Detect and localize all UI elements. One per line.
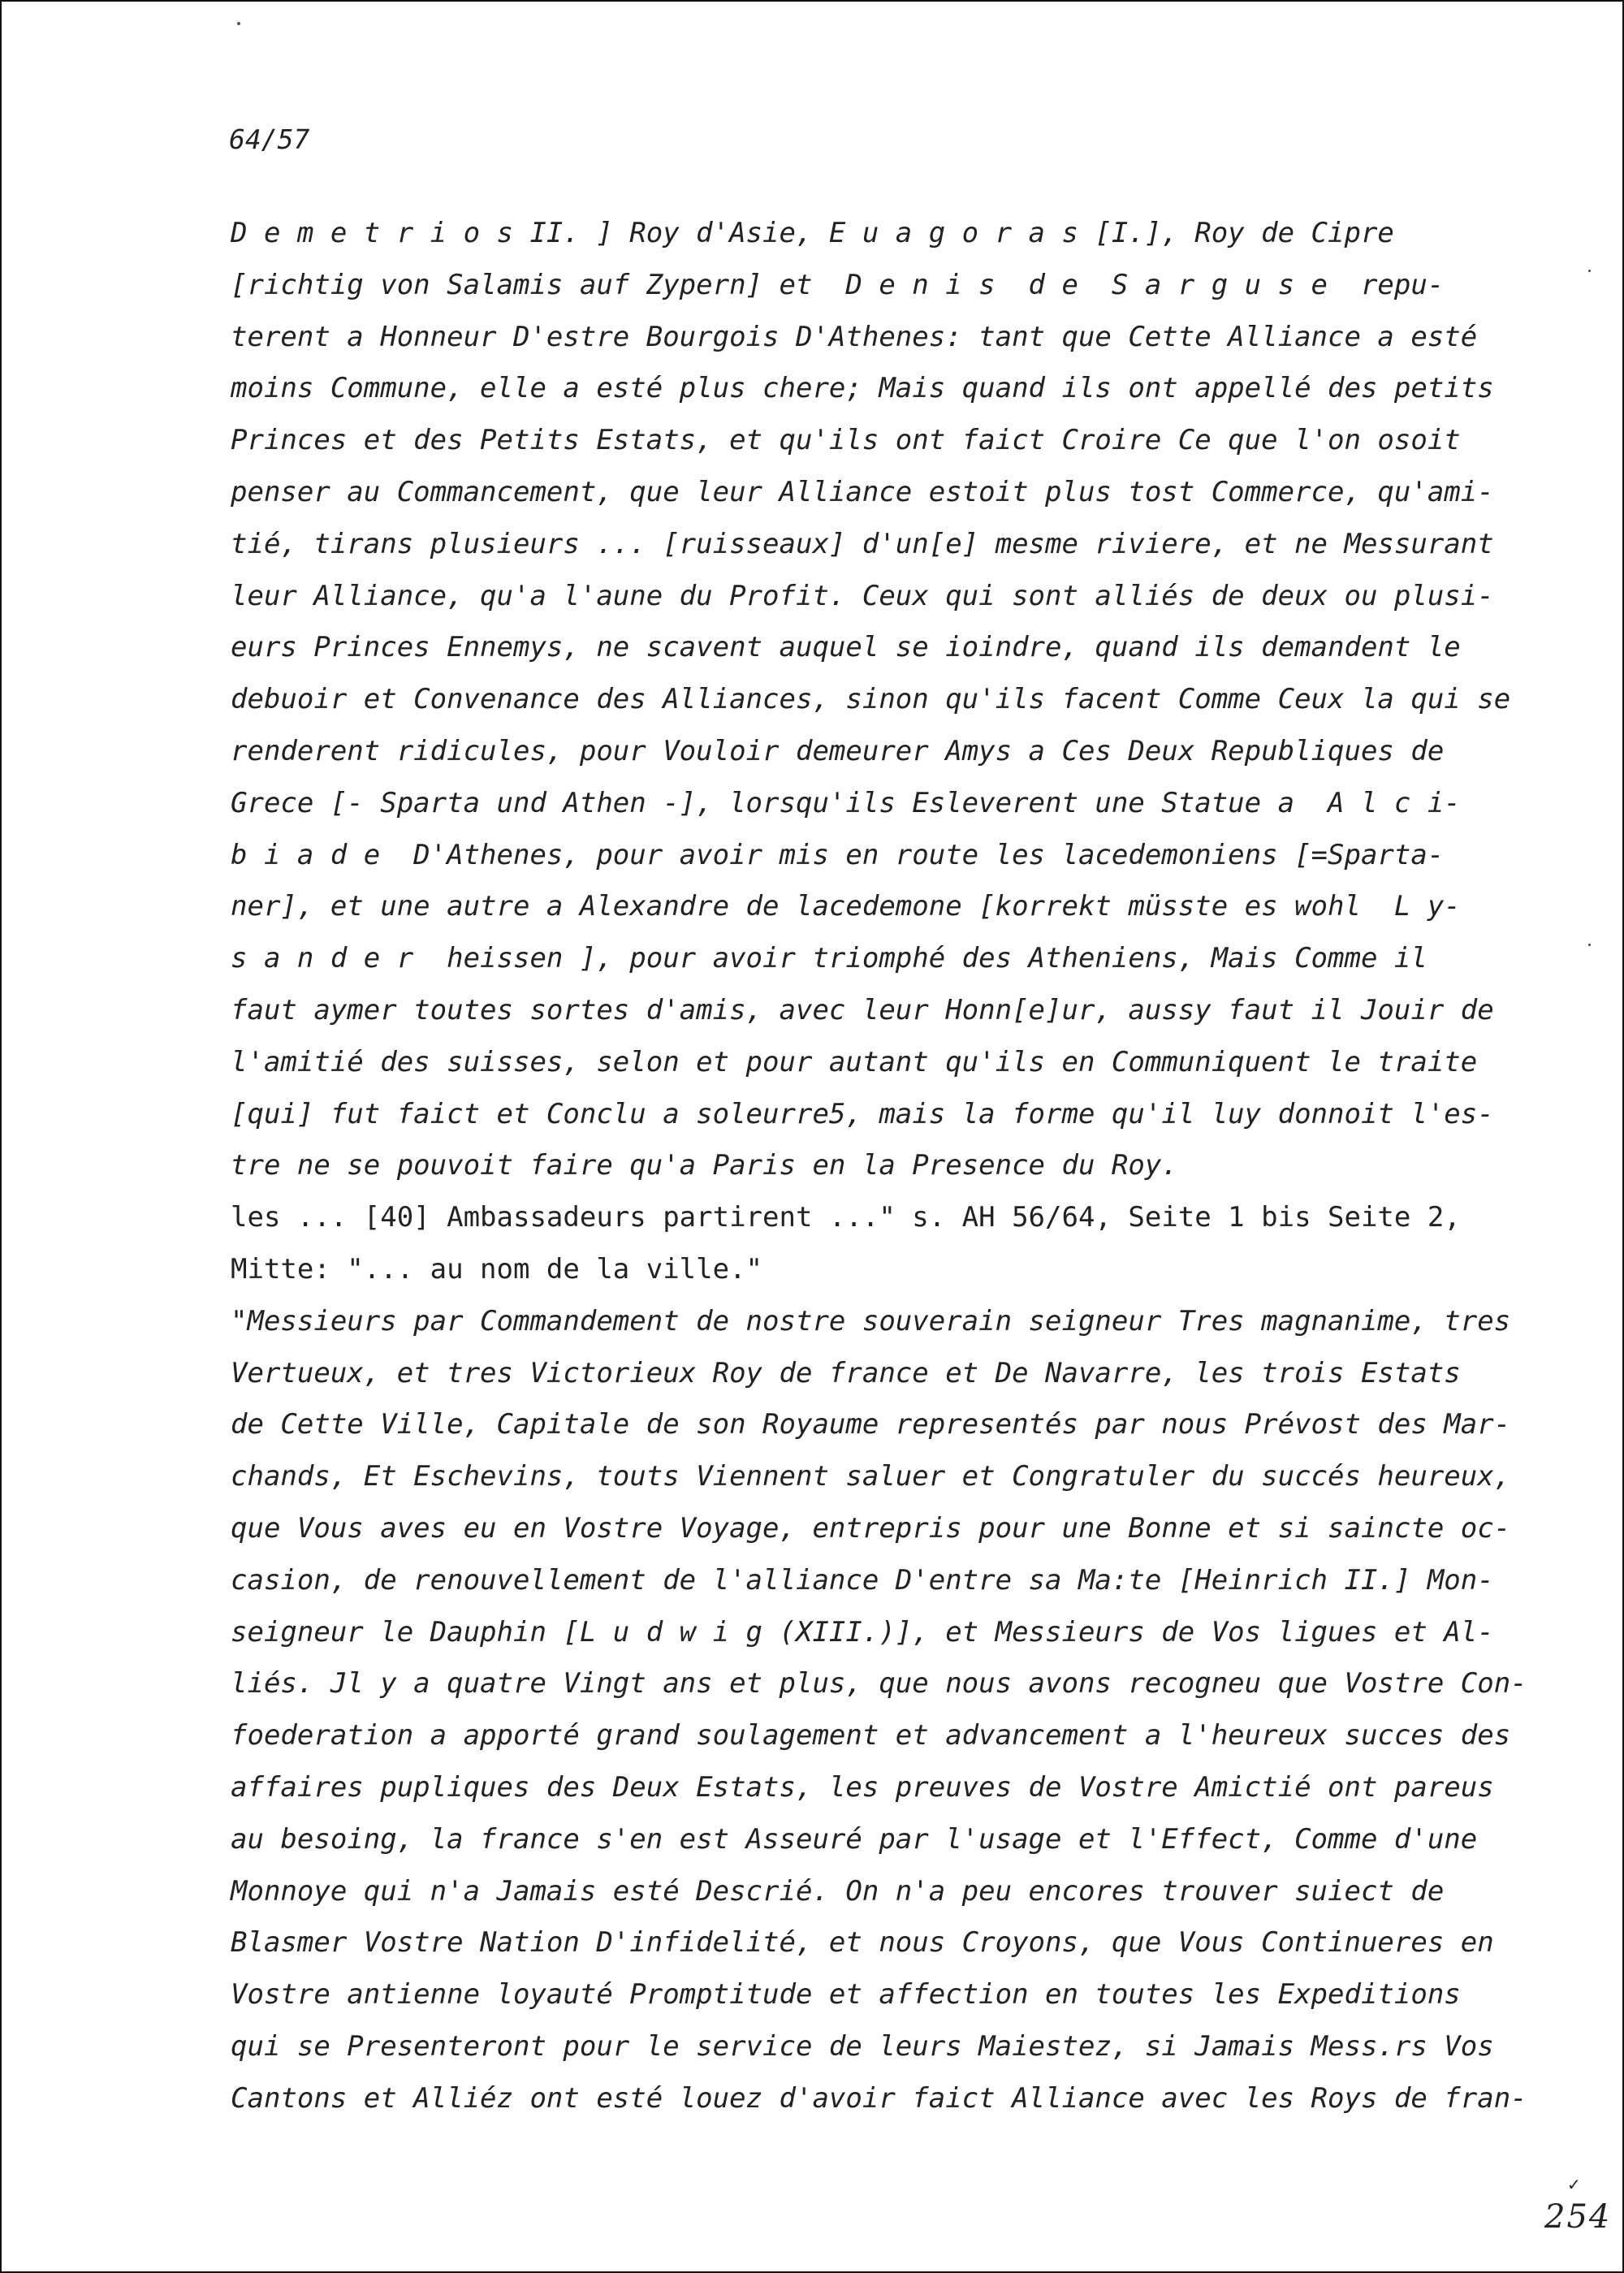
text-line: [qui] fut faict et Conclu a soleurre5, mais la forme qu'il luy donnoit l'es- — [231, 1097, 1494, 1130]
text-line: s a n d e r heissen ], pour avoir triomphé des Atheniens, Mais Comme il — [231, 942, 1427, 975]
page-number: 64/57 — [229, 123, 310, 155]
text-line: Monnoye qui n'a Jamais esté Descrié. On n'a peu encores trouver suiect de — [231, 1874, 1445, 1908]
text-line: penser au Commancement, que leur Alliance estoit plus tost Commerce, qu'ami- — [231, 475, 1494, 508]
text-line: seigneur le Dauphin [L u d w i g (XIII.)], et Messieurs de Vos ligues et Al- — [231, 1615, 1494, 1649]
text-line: au besoing, la france s'en est Asseuré par l'usage et l'Effect, Comme d'une — [231, 1822, 1478, 1856]
text-line: Blasmer Vostre Nation D'infidelité, et nous Croyons, que Vous Continueres en — [231, 1926, 1494, 1960]
text-line: Vertueux, et tres Victorieux Roy de france et De Navarre, les trois Estats — [231, 1356, 1461, 1389]
text-line: renderent ridicules, pour Vouloir demeurer Amys a Ces Deux Republiques de — [231, 734, 1445, 767]
text-line: de Cette Ville, Capitale de son Royaume representés par nous Prévost des Mar- — [231, 1408, 1511, 1441]
text-line: tié, tirans plusieurs ... [ruisseaux] d'un[e] mesme riviere, et ne Messurant — [231, 527, 1494, 560]
text-line: eurs Princes Ennemys, ne scavent auquel se ioindre, quand ils demandent le — [231, 631, 1461, 664]
text-line: terent a Honneur D'estre Bourgois D'Athenes: tant que Cette Alliance a esté — [231, 320, 1478, 353]
text-line: affaires pupliques des Deux Estats, les preuves de Vostre Amictié ont pareus — [231, 1770, 1494, 1804]
text-line: foederation a apporté grand soulagement et advancement a l'heureux succes des — [231, 1719, 1511, 1752]
text-line: debuoir et Convenance des Alliances, sinon qu'ils facent Comme Ceux la qui se — [231, 683, 1511, 716]
text-line: Grece [- Sparta und Athen -], lorsqu'ils Esleverent une Statue a A l c i- — [231, 786, 1461, 819]
margin-mark — [1588, 944, 1591, 946]
text-line: casion, de renouvellement de l'alliance D'entre sa Ma:te [Heinrich II.] Mon- — [231, 1563, 1494, 1597]
text-line: b i a d e D'Athenes, pour avoir mis en route les lacedemoniens [=Sparta- — [231, 838, 1445, 871]
check-mark: ✓ — [1567, 2175, 1581, 2194]
text-line: Princes et des Petits Estats, et qu'ils ont faict Croire Ce que l'on osoit — [231, 424, 1461, 457]
text-line: les ... [40] Ambassadeurs partirent ..." s. AH 56/64, Seite 1 bis Seite 2, — [231, 1201, 1461, 1234]
text-line: leur Alliance, qu'a l'aune du Profit. Ceux qui sont alliés de deux ou plusi- — [231, 579, 1494, 612]
body-text — [231, 208, 1562, 2124]
text-line: moins Commune, elle a esté plus chere; Mais quand ils ont appellé des petits — [231, 372, 1494, 405]
text-line: [richtig von Salamis auf Zypern] et D e n i s d e S a r g u s e repu- — [231, 268, 1445, 301]
text-line: faut aymer toutes sortes d'amis, avec leur Honn[e]ur, aussy faut il Jouir de — [231, 993, 1494, 1026]
text-line: liés. Jl y a quatre Vingt ans et plus, que nous avons recogneu que Vostre Con- — [231, 1667, 1527, 1700]
text-line: Vostre antienne loyauté Promptitude et affection en toutes les Expeditions — [231, 1978, 1461, 2012]
text-line: "Messieurs par Commandement de nostre souverain seigneur Tres magnanime, tres — [231, 1304, 1511, 1337]
text-line: tre ne se pouvoit faire qu'a Paris en la Presence du Roy. — [231, 1149, 1178, 1182]
text-line: qui se Presenteront pour le service de leurs Maiestez, si Jamais Mess.rs Vos — [231, 2029, 1494, 2063]
text-line: Mitte: "... au nom de la ville." — [231, 1252, 763, 1286]
text-line: l'amitié des suisses, selon et pour autant qu'ils en Communiquent le traite — [231, 1045, 1478, 1078]
text-line: Cantons et Alliéz ont esté louez d'avoir faict Alliance avec les Roys de fran- — [231, 2081, 1527, 2115]
text-line: D e m e t r i o s II. ] Roy d'Asie, E u a g o r a s [I.], Roy de Cipre — [231, 217, 1394, 249]
text-line: ner], et une autre a Alexandre de lacedemone [korrekt müsste es wohl L y- — [231, 890, 1461, 923]
scan-speck — [237, 22, 240, 25]
text-line: que Vous aves eu en Vostre Voyage, entrepris pour une Bonne et si saincte oc- — [231, 1511, 1511, 1545]
handwritten-folio-number: 254 — [1544, 2198, 1612, 2236]
text-line: chands, Et Eschevins, touts Viennent saluer et Congratuler du succés heureux, — [231, 1460, 1511, 1493]
margin-mark — [1588, 270, 1591, 272]
